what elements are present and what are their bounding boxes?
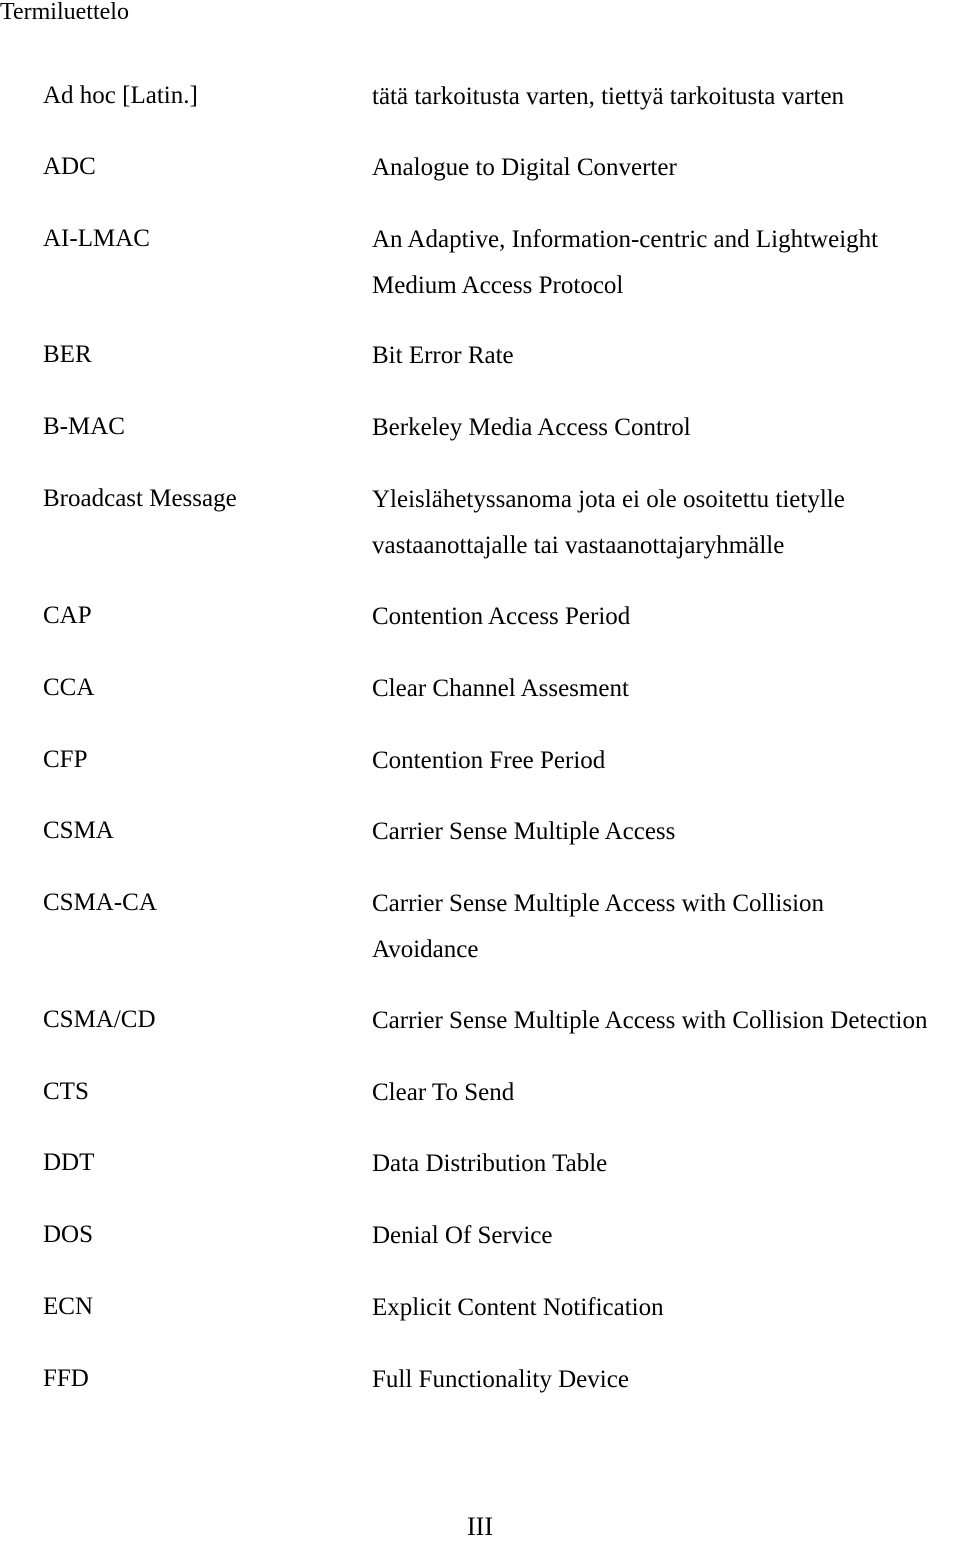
glossary-term: Broadcast Message (43, 485, 237, 512)
glossary-term: CSMA (43, 817, 114, 844)
glossary-term: ADC (43, 153, 96, 180)
glossary-definition: Denial Of Service (372, 1222, 553, 1249)
glossary-definition: Clear To Send (372, 1079, 515, 1106)
glossary-term: ECN (43, 1293, 93, 1320)
glossary-term: B-MAC (43, 413, 125, 440)
glossary-definition: Data Distribution Table (372, 1150, 608, 1177)
glossary-term: DDT (43, 1149, 95, 1176)
page-number: III (467, 1512, 493, 1541)
glossary-definition: Contention Free Period (372, 747, 606, 774)
glossary-definition: Clear Channel Assesment (372, 675, 629, 702)
glossary-definition: Yleislähetyssanoma jota ei ole osoitettu tietylle vastaanottajalle tai vastaanottajaryhmälle (372, 486, 845, 559)
glossary-term: BER (43, 341, 92, 368)
glossary-definition: Analogue to Digital Converter (372, 154, 677, 181)
glossary-definition: Bit Error Rate (372, 342, 514, 369)
glossary-definition: An Adaptive, Information-centric and Lightweight Medium Access Protocol (372, 226, 879, 299)
glossary-term: Ad hoc [Latin.] (43, 82, 198, 109)
glossary-definition: Full Functionality Device (372, 1366, 629, 1393)
glossary-term: DOS (43, 1221, 94, 1248)
glossary-term: FFD (43, 1365, 89, 1392)
glossary-definition: Carrier Sense Multiple Access with Collision Detection (372, 1007, 928, 1034)
glossary-term: CTS (43, 1078, 89, 1105)
glossary-definition: Explicit Content Notification (372, 1294, 664, 1321)
glossary-definition: Berkeley Media Access Control (372, 414, 691, 441)
glossary-term: CCA (43, 674, 95, 701)
glossary-definition: Carrier Sense Multiple Access with Collision Avoidance (372, 890, 825, 963)
glossary-term: CSMA-CA (43, 889, 157, 916)
glossary-definition: Carrier Sense Multiple Access (372, 818, 676, 845)
glossary-term: CSMA/CD (43, 1006, 156, 1033)
glossary-term: CFP (43, 746, 88, 773)
glossary-term: CAP (43, 602, 92, 629)
glossary-definition: tätä tarkoitusta varten, tiettyä tarkoitusta varten (372, 83, 845, 110)
glossary-definition: Contention Access Period (372, 603, 631, 630)
page-title: Termiluettelo (0, 0, 129, 25)
glossary-term: AI-LMAC (43, 225, 150, 252)
